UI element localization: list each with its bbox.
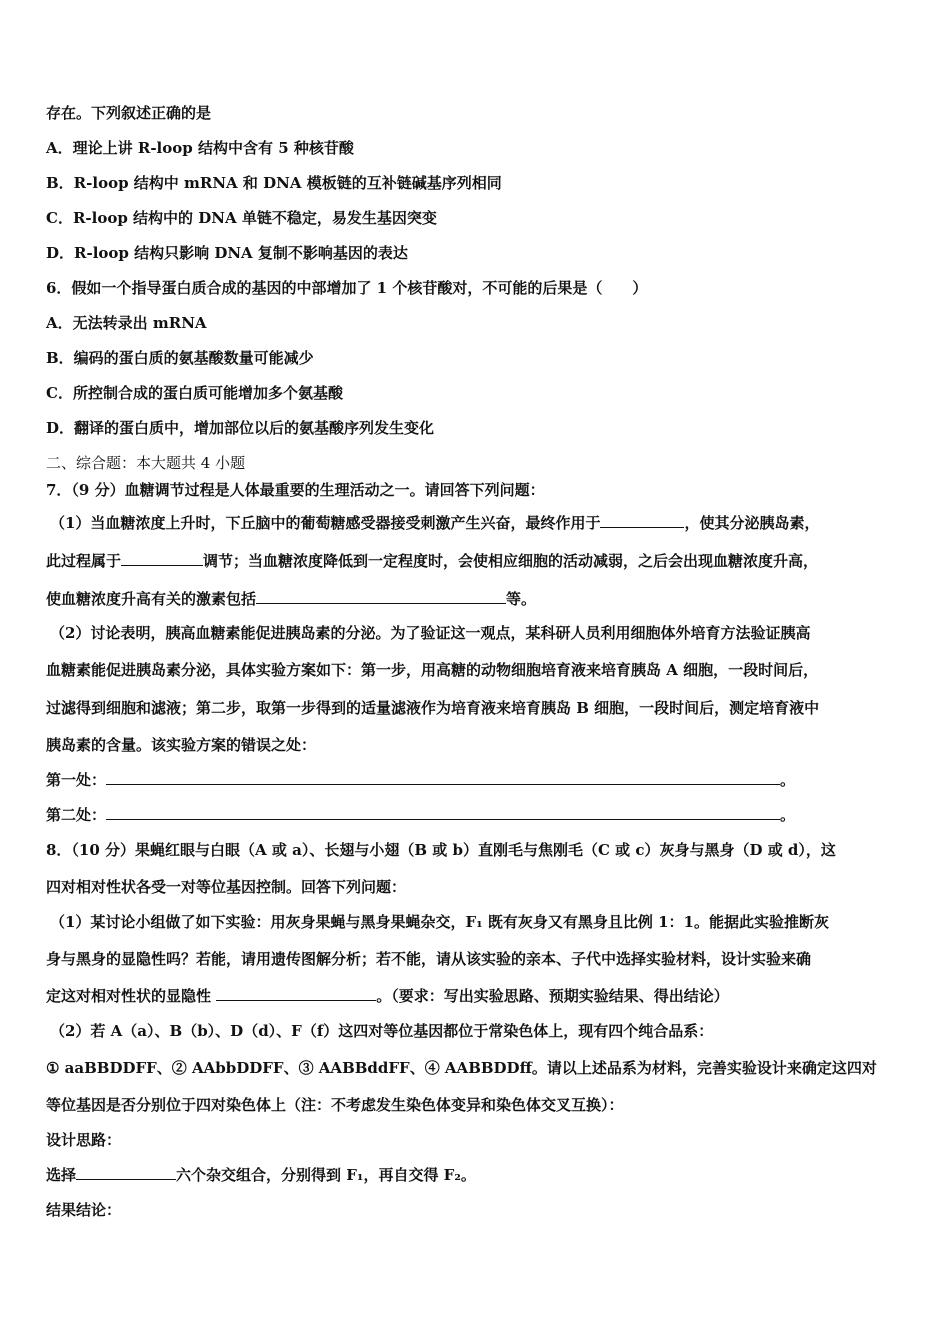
q6-stem: 6．假如一个指导蛋白质合成的基因的中部增加了 1 个核苷酸对，不可能的后果是（ ） xyxy=(46,279,648,297)
section-heading: 二、综合题：本大题共 4 小题 xyxy=(46,454,246,472)
answer-blank[interactable] xyxy=(216,986,376,1001)
q7-part1-text-e: 使血糖浓度升高有关的激素包括 xyxy=(46,590,257,608)
q7-part1-line3 xyxy=(46,589,906,609)
result-label: 结果结论： xyxy=(46,1201,122,1219)
q6-option-d: D．翻译的蛋白质中，增加部位以后的氨基酸序列发生变化 xyxy=(46,419,435,437)
q8-part1-text-b: 。（要求：写出实验思路、预期实验结果、得出结论） xyxy=(376,987,729,1005)
period: 。 xyxy=(780,771,796,789)
q6-option-c: C．所控制合成的蛋白质可能增加多个氨基酸 xyxy=(46,384,343,402)
q8-part2-line3: 等位基因是否分别位于四对染色体上（注：不考虑发生染色体变异和染色体交叉互换）： xyxy=(46,1096,624,1114)
q6-option-a: A．无法转录出 mRNA xyxy=(46,314,207,332)
q5-option-c: C．R-loop 结构中的 DNA 单链不稳定，易发生基因突变 xyxy=(46,209,437,227)
q8-part1-line2: 身与黑身的显隐性吗？若能，请用遗传图解分析；若不能，请从该实验的亲本、子代中选择实验材料，设计实验来确 xyxy=(46,950,812,968)
error-1-label: 第一处： xyxy=(46,771,107,789)
q8-part2-line1: （2）若 A（a）、B（b）、D（d）、F（f）这四对等位基因都位于常染色体上，现有四个纯合品系： xyxy=(50,1022,714,1040)
q8-select-line xyxy=(46,1165,906,1185)
q6-option-b: B．编码的蛋白质的氨基酸数量可能减少 xyxy=(46,349,314,367)
q7-error-1 xyxy=(46,770,906,790)
error-2-label: 第二处： xyxy=(46,806,107,824)
answer-blank[interactable] xyxy=(106,770,780,785)
q5-option-a: A．理论上讲 R-loop 结构中含有 5 种核苷酸 xyxy=(46,139,354,157)
q7-part1-text-b: ，使其分泌胰岛素， xyxy=(684,514,820,532)
q7-part1-text-c: 此过程属于 xyxy=(46,552,122,570)
q7-part2-line4: 胰岛素的含量。该实验方案的错误之处： xyxy=(46,736,317,754)
q8-stem-line2: 四对相对性状各受一对等位基因控制。回答下列问题： xyxy=(46,878,407,896)
q5-option-d: D．R-loop 结构只影响 DNA 复制不影响基因的表达 xyxy=(46,244,408,262)
q7-part2-line3: 过滤得到细胞和滤液；第二步，取第一步得到的适量滤液作为培育液来培育胰岛 B 细胞，一段时间后，测定培育液中 xyxy=(46,699,820,717)
q5-stem-end: 存在。下列叙述正确的是 xyxy=(46,104,212,122)
q8-stem-line1: 8．（10 分）果蝇红眼与白眼（A 或 a）、长翅与小翅（B 或 b）直刚毛与焦刚毛（C 或 c）灰身与黑身（D 或 d），这 xyxy=(46,841,836,859)
design-label: 设计思路： xyxy=(46,1131,122,1149)
q8-select-text-a: 选择 xyxy=(46,1166,77,1184)
q8-part1-line1: （1）某讨论小组做了如下实验：用灰身果蝇与黑身果蝇杂交，F₁ 既有灰身又有黑身且比例 1：1。能据此实验推断灰 xyxy=(50,913,829,931)
q8-select-text-b: 六个杂交组合，分别得到 F₁，再自交得 F₂。 xyxy=(176,1166,476,1184)
q7-part1-line2 xyxy=(46,551,906,571)
q7-part1-text-a: （1）当血糖浓度上升时，下丘脑中的葡萄糖感受器接受刺激产生兴奋，最终作用于 xyxy=(50,514,601,532)
q8-part2-line2: ① aaBBDDFF、② AAbbDDFF、③ AABBddFF、④ AABBDDff。请以上述品系为材料，完善实验设计来确定这四对 xyxy=(46,1059,877,1077)
period: 。 xyxy=(780,806,796,824)
q7-error-2 xyxy=(46,805,906,825)
answer-blank[interactable] xyxy=(600,513,684,528)
q7-part1-text-d: 调节；当血糖浓度降低到一定程度时，会使相应细胞的活动减弱，之后会出现血糖浓度升高， xyxy=(203,552,819,570)
answer-blank[interactable] xyxy=(121,551,203,566)
q7-stem: 7．（9 分）血糖调节过程是人体最重要的生理活动之一。请回答下列问题： xyxy=(46,481,545,499)
q5-option-b: B．R-loop 结构中 mRNA 和 DNA 模板链的互补链碱基序列相同 xyxy=(46,174,502,192)
q7-part2-line1: （2）讨论表明，胰高血糖素能促进胰岛素的分泌。为了验证这一观点，某科研人员利用细胞体外培育方法验证胰高 xyxy=(50,624,811,642)
answer-blank[interactable] xyxy=(76,1165,176,1180)
q7-part1-text-f: 等。 xyxy=(506,590,537,608)
answer-blank[interactable] xyxy=(256,589,506,604)
q7-part2-line2: 血糖素能促进胰岛素分泌，具体实验方案如下：第一步，用高糖的动物细胞培育液来培育胰岛 A 细胞，一段时间后， xyxy=(46,661,819,679)
q8-part1-text-a: 定这对相对性状的显隐性 xyxy=(46,987,212,1005)
q8-part1-line3 xyxy=(46,986,906,1006)
answer-blank[interactable] xyxy=(106,805,780,820)
q7-part1-line1 xyxy=(50,513,910,533)
